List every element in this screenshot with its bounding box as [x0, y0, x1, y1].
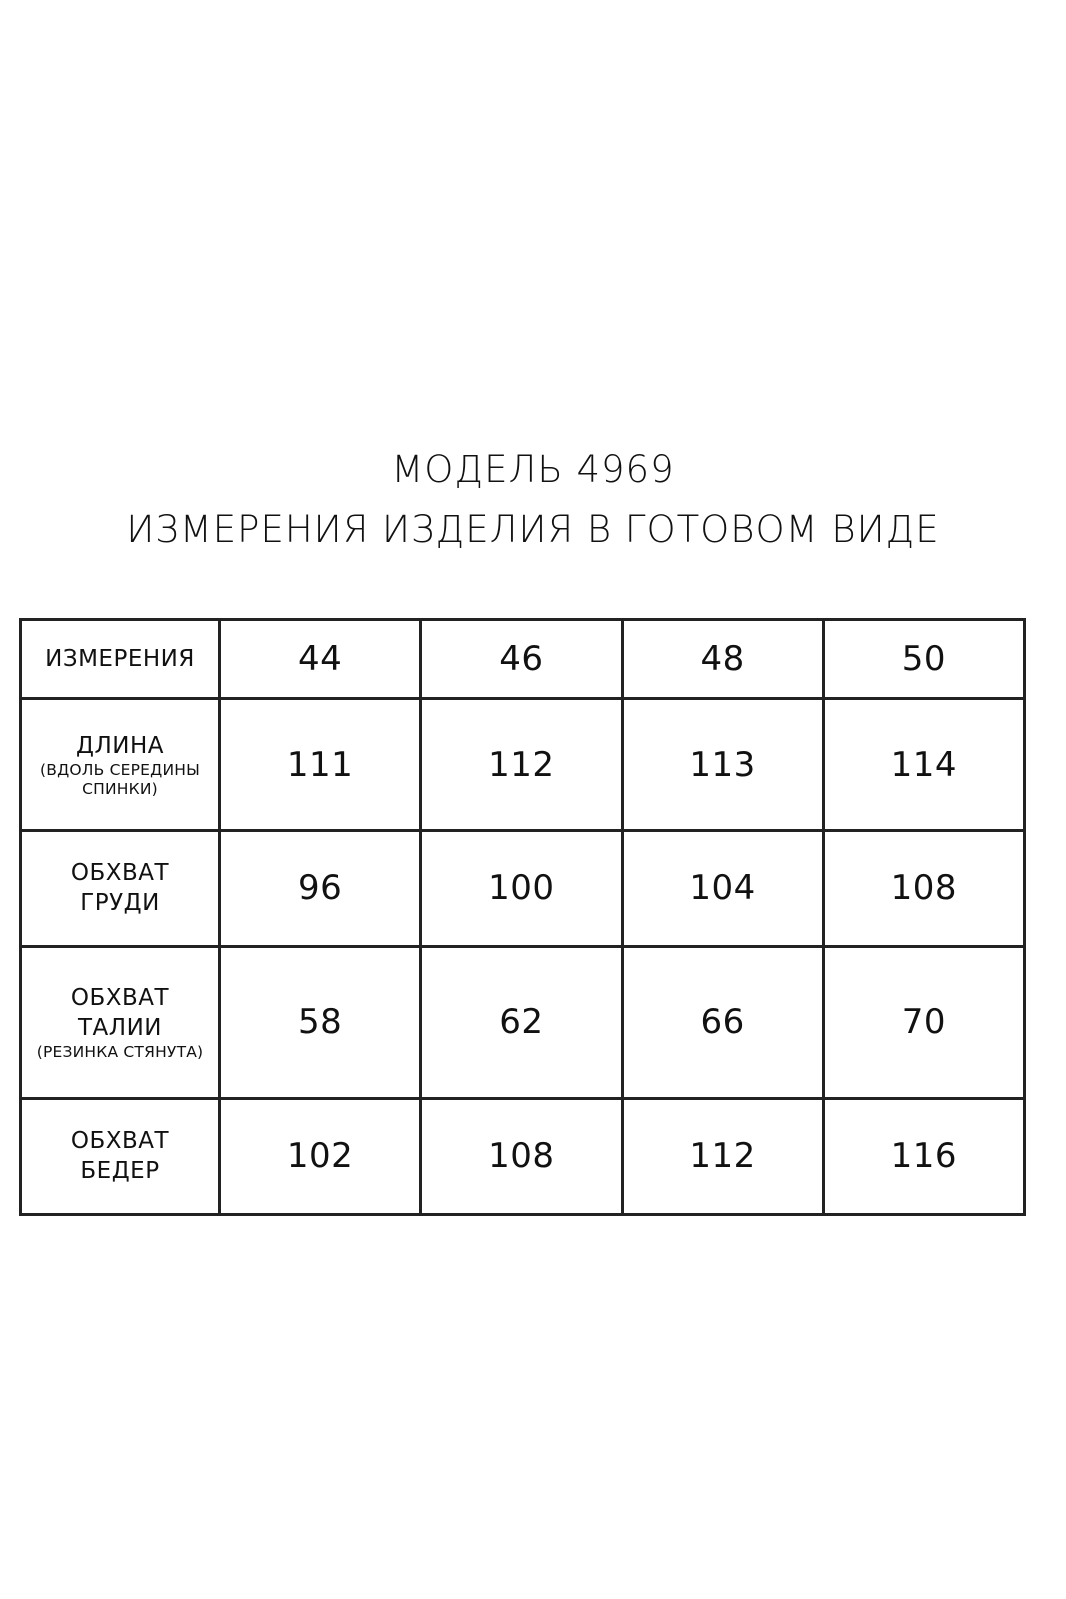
- value-cell: [220, 947, 421, 1099]
- row-note: (РЕЗИНКА СТЯНУТА): [36, 1042, 204, 1061]
- cell-value: 62: [499, 1002, 544, 1043]
- table-row-hips: [21, 1098, 1025, 1214]
- table-row-length: [21, 699, 1025, 830]
- row-label: ОБХВАТ: [70, 1128, 170, 1155]
- row-label: ДЛИНА: [76, 732, 164, 759]
- cell-value: 108: [488, 1136, 555, 1177]
- value-cell: [421, 830, 622, 946]
- row-label-cell: [21, 947, 220, 1099]
- row-label: ГРУДИ: [80, 890, 160, 917]
- value-cell: [823, 1098, 1024, 1214]
- cell-value: 116: [890, 1136, 958, 1177]
- size-table: [19, 618, 1026, 1216]
- row-label: БЕДЕР: [80, 1158, 160, 1185]
- value-cell: [421, 1098, 622, 1214]
- row-note: (ВДОЛЬ СЕРЕДИНЫ: [40, 760, 200, 779]
- table-row-chest: [21, 830, 1025, 946]
- row-label: ОБХВАТ: [70, 984, 170, 1011]
- row-note: СПИНКИ): [82, 779, 158, 798]
- cell-value: 104: [689, 868, 756, 909]
- value-cell: [421, 947, 622, 1099]
- value-cell: [622, 699, 823, 830]
- cell-value: 100: [488, 868, 555, 909]
- value-cell: [220, 1098, 421, 1214]
- cell-value: 111: [286, 744, 354, 785]
- table-row-waist: [21, 947, 1025, 1099]
- size-header-cell: [823, 620, 1024, 699]
- model-title: МОДЕЛЬ 4969: [391, 448, 675, 491]
- size-header: 44: [297, 639, 343, 680]
- value-cell: [220, 699, 421, 830]
- cell-value: 112: [689, 1136, 756, 1177]
- size-header-cell: [421, 620, 622, 699]
- cell-value: 66: [700, 1002, 745, 1043]
- cell-value: 113: [689, 744, 756, 785]
- cell-value: 108: [890, 868, 958, 909]
- size-header: 48: [700, 639, 745, 680]
- value-cell: [622, 1098, 823, 1214]
- cell-value: 58: [297, 1002, 343, 1043]
- size-header: 46: [499, 639, 544, 680]
- size-header-cell: [220, 620, 421, 699]
- row-label: ТАЛИИ: [78, 1014, 162, 1041]
- title-block: [0, 440, 1066, 560]
- header-label-cell: [21, 620, 220, 699]
- value-cell: [622, 947, 823, 1099]
- row-label: ОБХВАТ: [70, 860, 170, 887]
- value-cell: [421, 699, 622, 830]
- table-subtitle: ИЗМЕРЕНИЯ ИЗДЕЛИЯ В ГОТОВОМ ВИДЕ: [126, 508, 940, 551]
- value-cell: [823, 699, 1024, 830]
- value-cell: [622, 830, 823, 946]
- row-label-cell: [21, 1098, 220, 1214]
- cell-value: 96: [297, 868, 343, 909]
- header-label: ИЗМЕРЕНИЯ: [45, 646, 195, 673]
- cell-value: 114: [890, 744, 958, 785]
- value-cell: [823, 830, 1024, 946]
- size-header: 50: [901, 639, 946, 680]
- row-label-cell: [21, 699, 220, 830]
- cell-value: 112: [488, 744, 555, 785]
- row-label-cell: [21, 830, 220, 946]
- size-header-cell: [622, 620, 823, 699]
- value-cell: [823, 947, 1024, 1099]
- header-row: [21, 620, 1025, 699]
- cell-value: 102: [286, 1136, 354, 1177]
- cell-value: 70: [901, 1002, 946, 1043]
- value-cell: [220, 830, 421, 946]
